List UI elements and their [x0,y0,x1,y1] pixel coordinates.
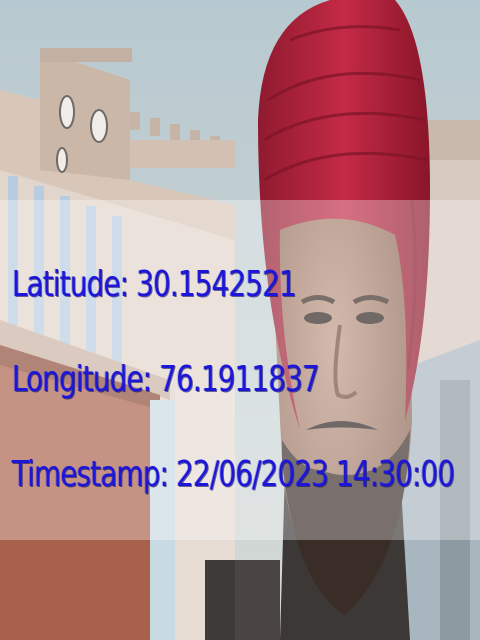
longitude-text: Longitude: 76.1911837 [12,359,319,400]
shadow-area [235,560,280,640]
timestamp-text: Timestamp: 22/06/2023 14:30:00 [12,454,455,495]
latitude-text: Latitude: 30.1542521 [12,264,296,305]
